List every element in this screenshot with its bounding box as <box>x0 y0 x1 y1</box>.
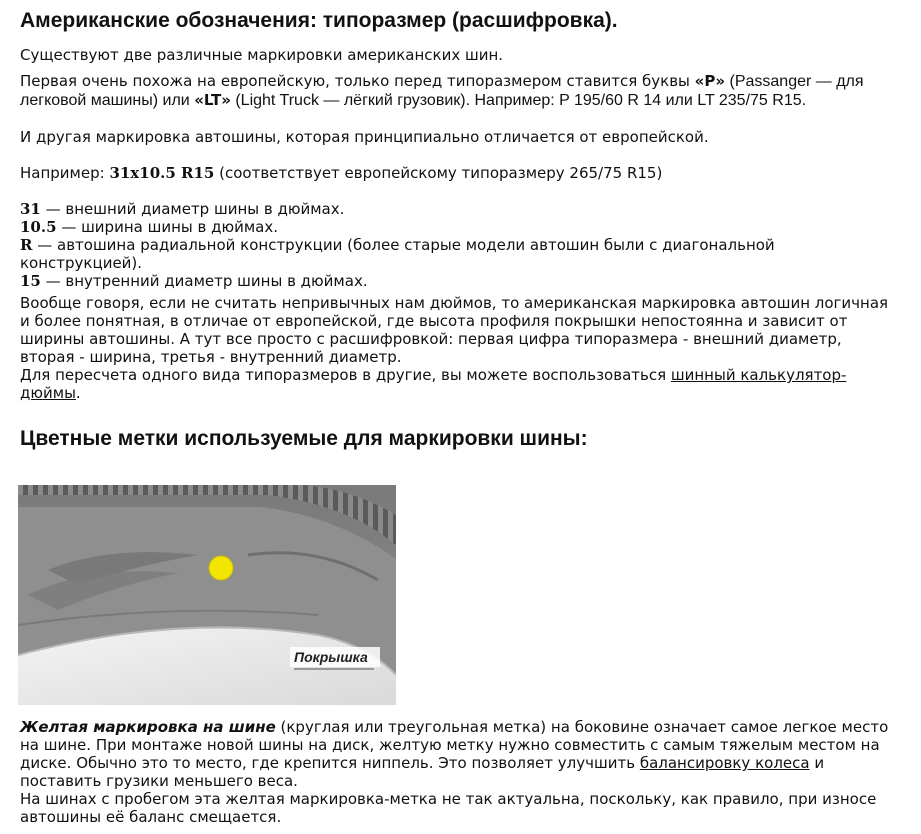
example-code: 31x10.5 R15 <box>109 164 215 182</box>
paragraph-example <box>20 164 900 182</box>
legend-text: — внешний диаметр шины в дюймах. <box>40 200 345 218</box>
paragraph-second-marking: И другая маркировка автошины, которая принципиально отличается от европейской. <box>20 128 709 146</box>
tire-calculator-link[interactable]: шинный калькулятор- дюймы <box>20 366 847 402</box>
legend-item <box>20 272 900 290</box>
legend-text: — внутренний диаметр шины в дюймах. <box>40 272 368 290</box>
quote: » <box>221 91 231 109</box>
legend-item <box>20 236 900 272</box>
wheel-balancing-link[interactable]: балансировку колеса <box>639 754 810 772</box>
heading-american-markings: Американские обозначения: типоразмер (расшифровка). <box>20 9 618 32</box>
legend-text: — ширина шины в дюймах. <box>56 218 278 236</box>
legend-key: 15 <box>20 272 41 290</box>
code-p: P <box>704 72 716 90</box>
legend-list <box>20 200 900 290</box>
legend-key: R <box>20 236 33 254</box>
quote: » <box>715 72 726 90</box>
example-suffix: (соответствует европейскому типоразмеру 265/75 R15) <box>214 164 663 182</box>
text: (круглая или треугольная метка) на боковине означает самое легкое место на шине. При монтаже новой шины на диск, желтую метку нужно совместить с самым тяжелым местом на диске. Обычно это то место, где крепится ниппель. Это позволяет улучшить <box>20 718 889 772</box>
yellow-mark-section <box>20 718 900 826</box>
pokryshka-logo <box>290 647 380 670</box>
heading-color-marks: Цветные метки используемые для маркировки шины: <box>20 427 588 450</box>
yellow-mark-icon <box>209 556 233 580</box>
text: (Passanger — для легковой машины) или <box>20 73 864 109</box>
legend-key: 10.5 <box>20 218 57 236</box>
legend-text: — автошина радиальной конструкции (более старые модели автошин были с диагональной конструкцией). <box>20 236 775 272</box>
quote: « <box>694 72 705 90</box>
article <box>20 0 900 452</box>
legend-key: 31 <box>20 200 41 218</box>
paragraph-yellow-mark <box>20 718 900 790</box>
legend-item <box>20 218 900 236</box>
text: и поставить грузики меньшего веса. <box>20 754 825 790</box>
calc-suffix: . <box>75 384 81 402</box>
yellow-mark-term: Желтая маркировка на шине <box>20 718 276 736</box>
paragraph-explanation: Вообще говоря, если не считать непривычных нам дюймов, то американская маркировка автошин логичная и более понятная, в отличае от европейской, где высота профиля покрышки непостоянна и зависит от ширины автошины. А тут все просто с расшифровкой: первая цифра типоразмера - внешний диаметр, вторая - ширина, третья - внутренний диаметр. <box>20 294 889 366</box>
code-lt: LT <box>203 91 222 109</box>
text: Первая очень похожа на европейскую, только перед типоразмером ставится буквы <box>20 72 695 90</box>
legend-item <box>20 200 900 218</box>
logo-text: Покрышка <box>294 649 368 665</box>
intro-paragraph: Существуют две различные маркировки американских шин. <box>20 46 504 64</box>
example-prefix: Например: <box>20 164 110 182</box>
paragraph-used-tires: На шинах с пробегом эта желтая маркировка-метка не так актуальна, поскольку, как правило, при износе автошины её баланс смещается. <box>20 790 877 826</box>
paragraph-first-marking <box>20 72 900 110</box>
paragraph-calculator <box>20 366 900 402</box>
quote: « <box>194 91 204 109</box>
text: (Light Truck — лёгкий грузовик). Например: P 195/60 R 14 или LT 235/75 R15. <box>230 92 807 109</box>
tire-sidewall-image <box>18 485 396 705</box>
calc-prefix: Для пересчета одного вида типоразмеров в другие, вы можете воспользоваться <box>20 366 671 384</box>
